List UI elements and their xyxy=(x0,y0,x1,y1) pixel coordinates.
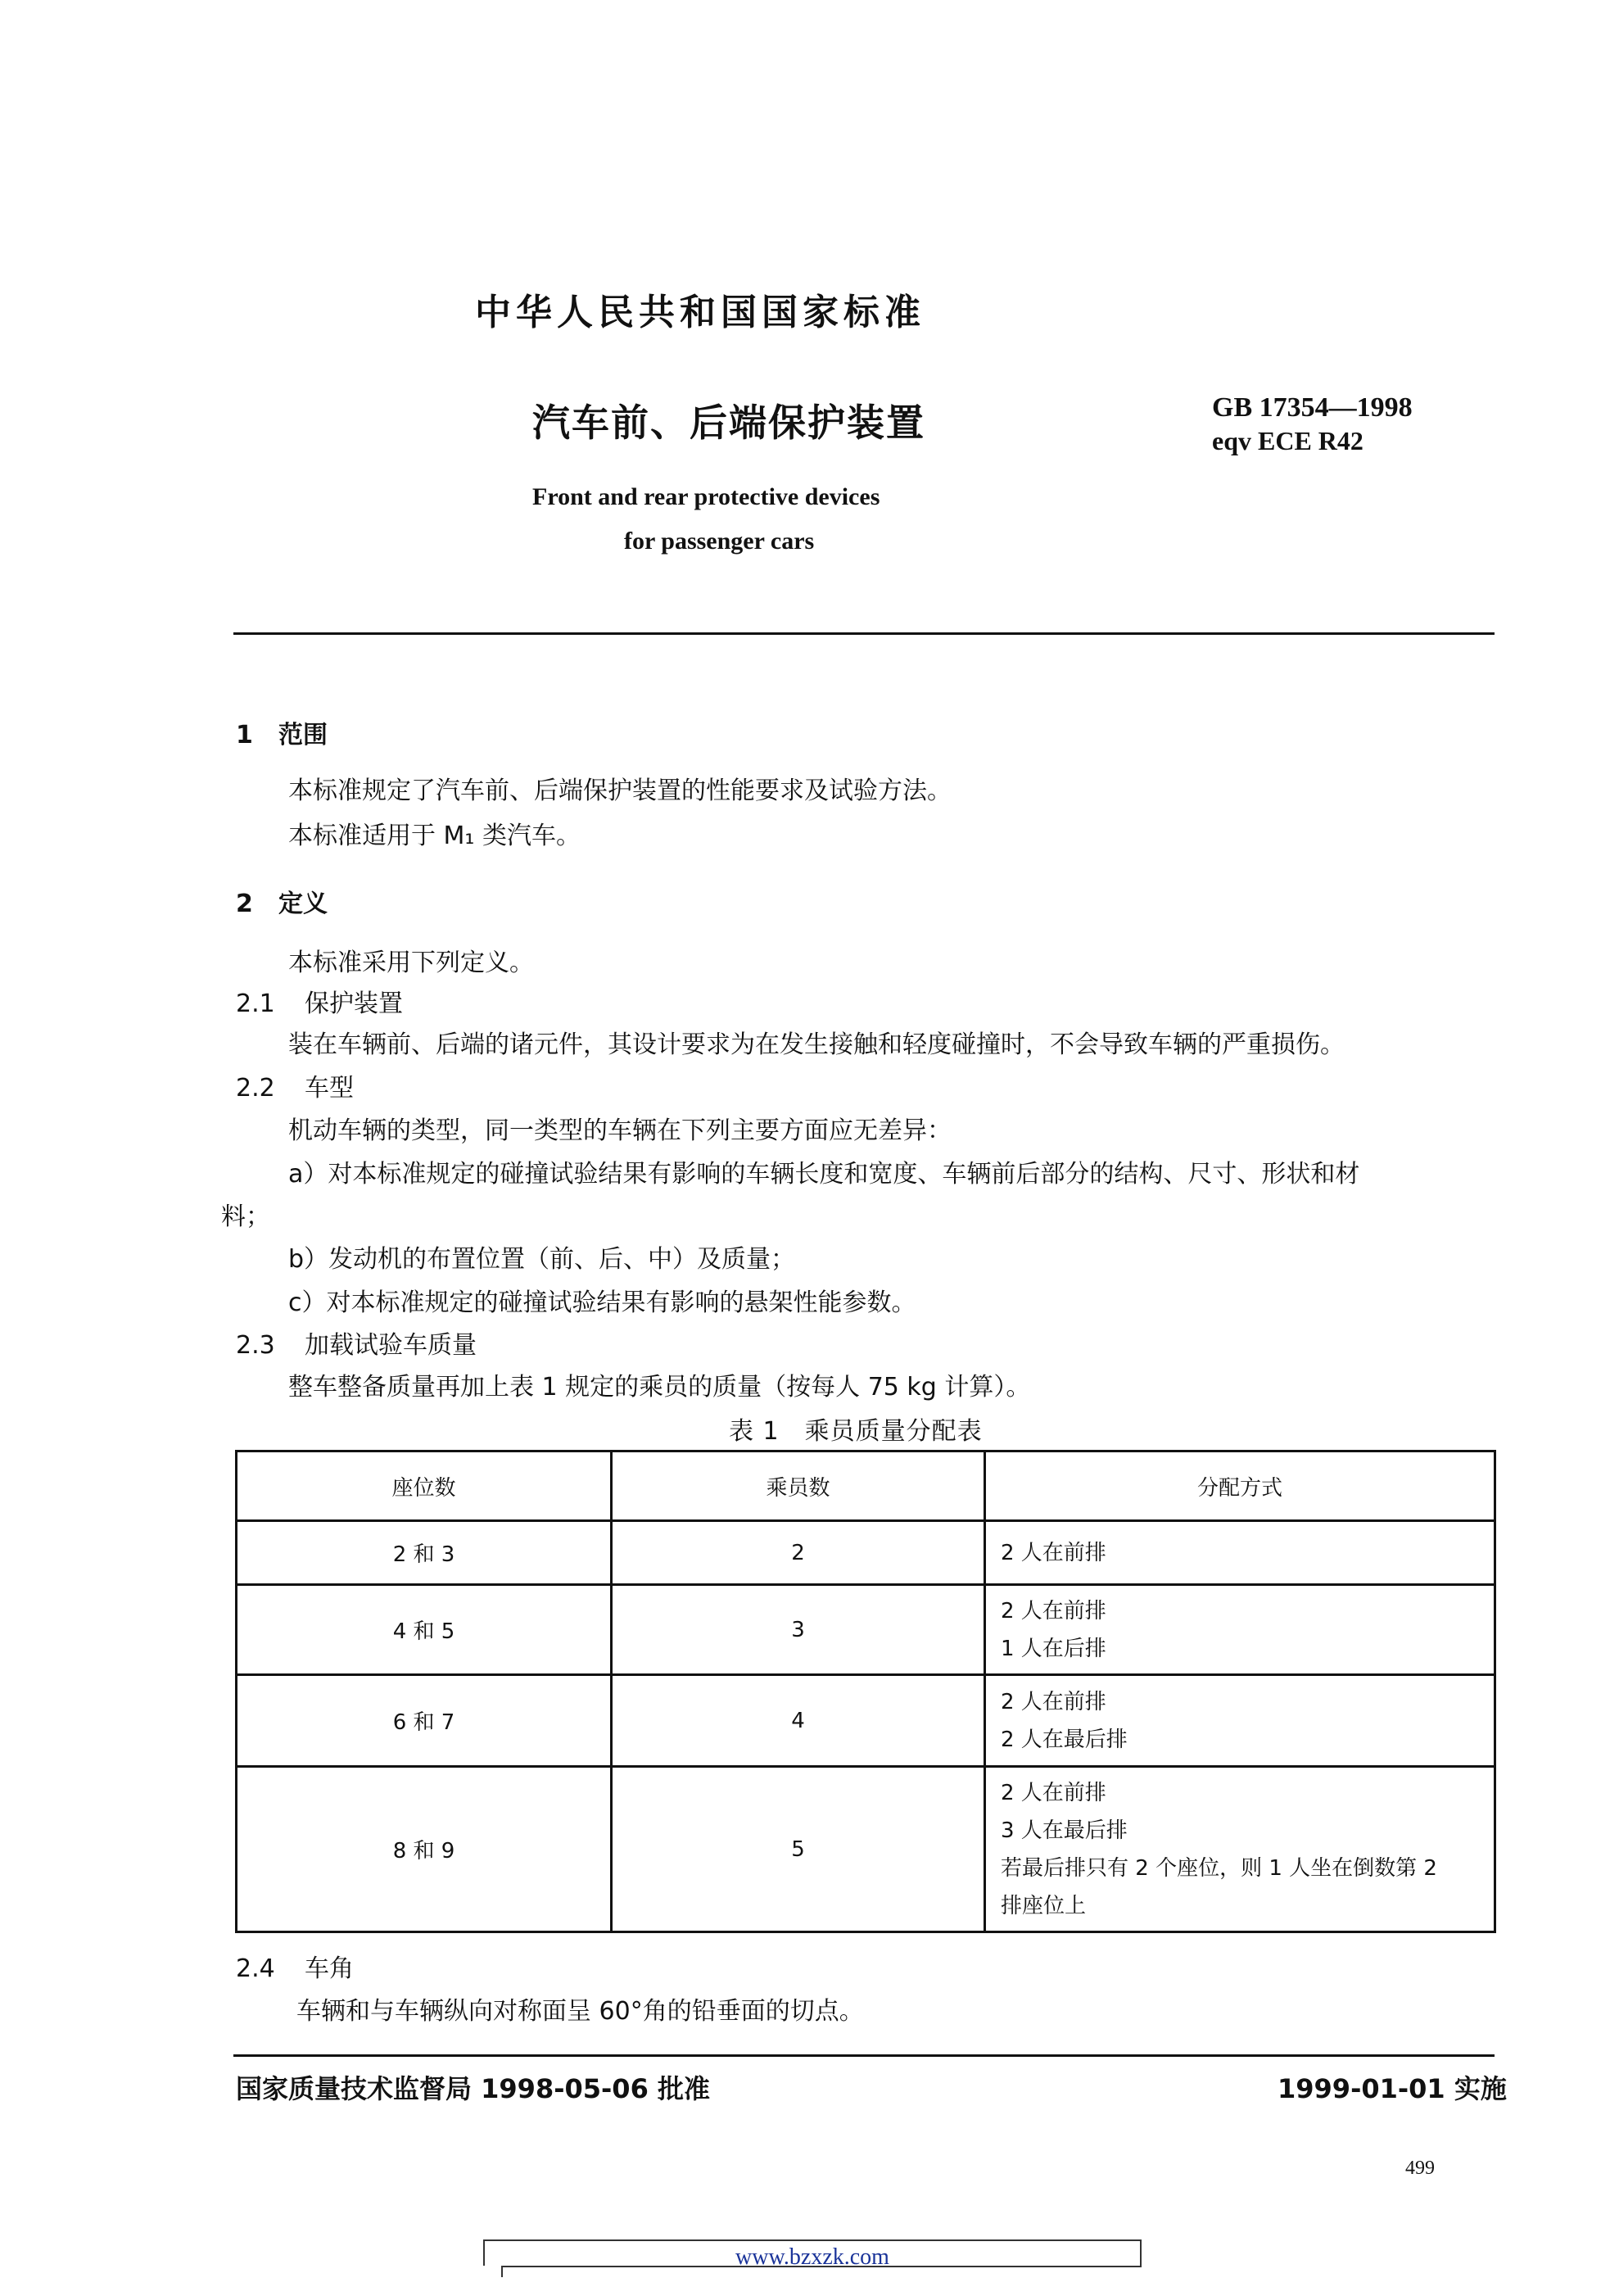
standard-code xyxy=(1212,392,1413,457)
allocation-line: 排座位上 xyxy=(1001,1893,1087,1918)
section-number: 2 xyxy=(236,890,253,918)
section-title: 定义 xyxy=(278,890,328,918)
occupants-cell: 5 xyxy=(612,1767,985,1932)
title-en-line1: Front and rear protective devices xyxy=(532,483,880,510)
table-row xyxy=(237,1767,1495,1932)
table-caption: 表 1 乘员质量分配表 xyxy=(729,1417,983,1446)
allocation-line: 2 人在前排 xyxy=(1001,1540,1106,1565)
occupants-cell: 2 xyxy=(612,1521,985,1585)
seats-cell: 6 和 7 xyxy=(237,1675,612,1767)
subsection-2-4-heading xyxy=(236,1948,354,1984)
allocation-cell xyxy=(985,1521,1495,1585)
website-watermark xyxy=(483,2239,1142,2270)
column-header: 乘员数 xyxy=(612,1451,985,1521)
allocation-cell xyxy=(985,1585,1495,1675)
national-standard-heading: 中华人民共和国国家标准 xyxy=(475,292,925,333)
subsection-title: 加载试验车质量 xyxy=(305,1331,477,1360)
section-2-heading xyxy=(236,883,328,919)
allocation-line: 2 人在前排 xyxy=(1001,1689,1106,1714)
footer-divider xyxy=(233,2054,1495,2057)
allocation-line: 2 人在前排 xyxy=(1001,1780,1106,1805)
list-item-a: a）对本标准规定的碰撞试验结果有影响的车辆长度和宽度、车辆前后部分的结构、尺寸、形状和材 xyxy=(288,1160,1360,1189)
subsection-2-3-heading xyxy=(236,1325,477,1361)
list-item-c: c）对本标准规定的碰撞试验结果有影响的悬架性能参数。 xyxy=(288,1288,916,1317)
subsection-2-1-heading xyxy=(236,983,403,1019)
subsection-number: 2.2 xyxy=(236,1074,275,1103)
section-number: 1 xyxy=(236,721,253,749)
subsection-title: 车型 xyxy=(305,1074,354,1103)
paragraph: 装在车辆前、后端的诸元件，其设计要求为在发生接触和轻度碰撞时，不会导致车辆的严重损伤。 xyxy=(288,1030,1345,1059)
equivalence-note: eqv ECE R42 xyxy=(1212,426,1363,455)
subsection-number: 2.1 xyxy=(236,989,275,1018)
subsection-2-2-heading xyxy=(236,1067,354,1103)
list-item-a-continued: 料； xyxy=(221,1202,270,1231)
allocation-cell xyxy=(985,1767,1495,1932)
allocation-line: 若最后排只有 2 个座位，则 1 人坐在倒数第 2 xyxy=(1001,1855,1437,1881)
occupants-cell: 4 xyxy=(612,1675,985,1767)
table-header-row xyxy=(237,1451,1495,1521)
standard-number: GB 17354—1998 xyxy=(1212,392,1413,423)
effective-date: 1999-01-01 实施 xyxy=(1278,2073,1507,2104)
paragraph: 车辆和与车辆纵向对称面呈 60°角的铅垂面的切点。 xyxy=(296,1997,864,2026)
page-number: 499 xyxy=(1405,2158,1435,2179)
allocation-cell xyxy=(985,1675,1495,1767)
paragraph: 本标准规定了汽车前、后端保护装置的性能要求及试验方法。 xyxy=(288,777,952,805)
table-row xyxy=(237,1585,1495,1675)
approval-note: 国家质量技术监督局 1998-05-06 批准 xyxy=(236,2073,710,2104)
watermark-frame xyxy=(501,2266,1142,2277)
paragraph: 机动车辆的类型，同一类型的车辆在下列主要方面应无差异： xyxy=(288,1116,952,1145)
allocation-line: 2 人在前排 xyxy=(1001,1598,1106,1624)
occupant-mass-table xyxy=(235,1450,1496,1933)
section-title: 范围 xyxy=(278,721,328,749)
standard-title-en xyxy=(532,475,880,564)
table-row xyxy=(237,1521,1495,1585)
paragraph: 整车整备质量再加上表 1 规定的乘员的质量（按每人 75 kg 计算）。 xyxy=(288,1373,1031,1402)
title-en-line2: for passenger cars xyxy=(624,528,815,555)
list-item-b: b）发动机的布置位置（前、后、中）及质量； xyxy=(288,1245,796,1274)
seats-cell: 8 和 9 xyxy=(237,1767,612,1932)
subsection-title: 车角 xyxy=(305,1954,354,1983)
seats-cell: 2 和 3 xyxy=(237,1521,612,1585)
column-header: 分配方式 xyxy=(985,1451,1495,1521)
column-header: 座位数 xyxy=(237,1451,612,1521)
paragraph: 本标准采用下列定义。 xyxy=(288,949,534,977)
section-1-heading xyxy=(236,714,328,750)
allocation-line: 1 人在后排 xyxy=(1001,1636,1106,1661)
allocation-line: 3 人在最后排 xyxy=(1001,1818,1128,1843)
occupants-cell: 3 xyxy=(612,1585,985,1675)
allocation-line: 2 人在最后排 xyxy=(1001,1727,1128,1752)
paragraph: 本标准适用于 M₁ 类汽车。 xyxy=(288,822,581,850)
website-url: www.bzxzk.com xyxy=(735,2244,889,2270)
subsection-number: 2.3 xyxy=(236,1331,275,1360)
table-row xyxy=(237,1675,1495,1767)
subsection-title: 保护装置 xyxy=(305,989,403,1018)
standard-title-cn: 汽车前、后端保护装置 xyxy=(532,401,925,445)
header-divider xyxy=(233,632,1495,635)
subsection-number: 2.4 xyxy=(236,1954,275,1983)
seats-cell: 4 和 5 xyxy=(237,1585,612,1675)
